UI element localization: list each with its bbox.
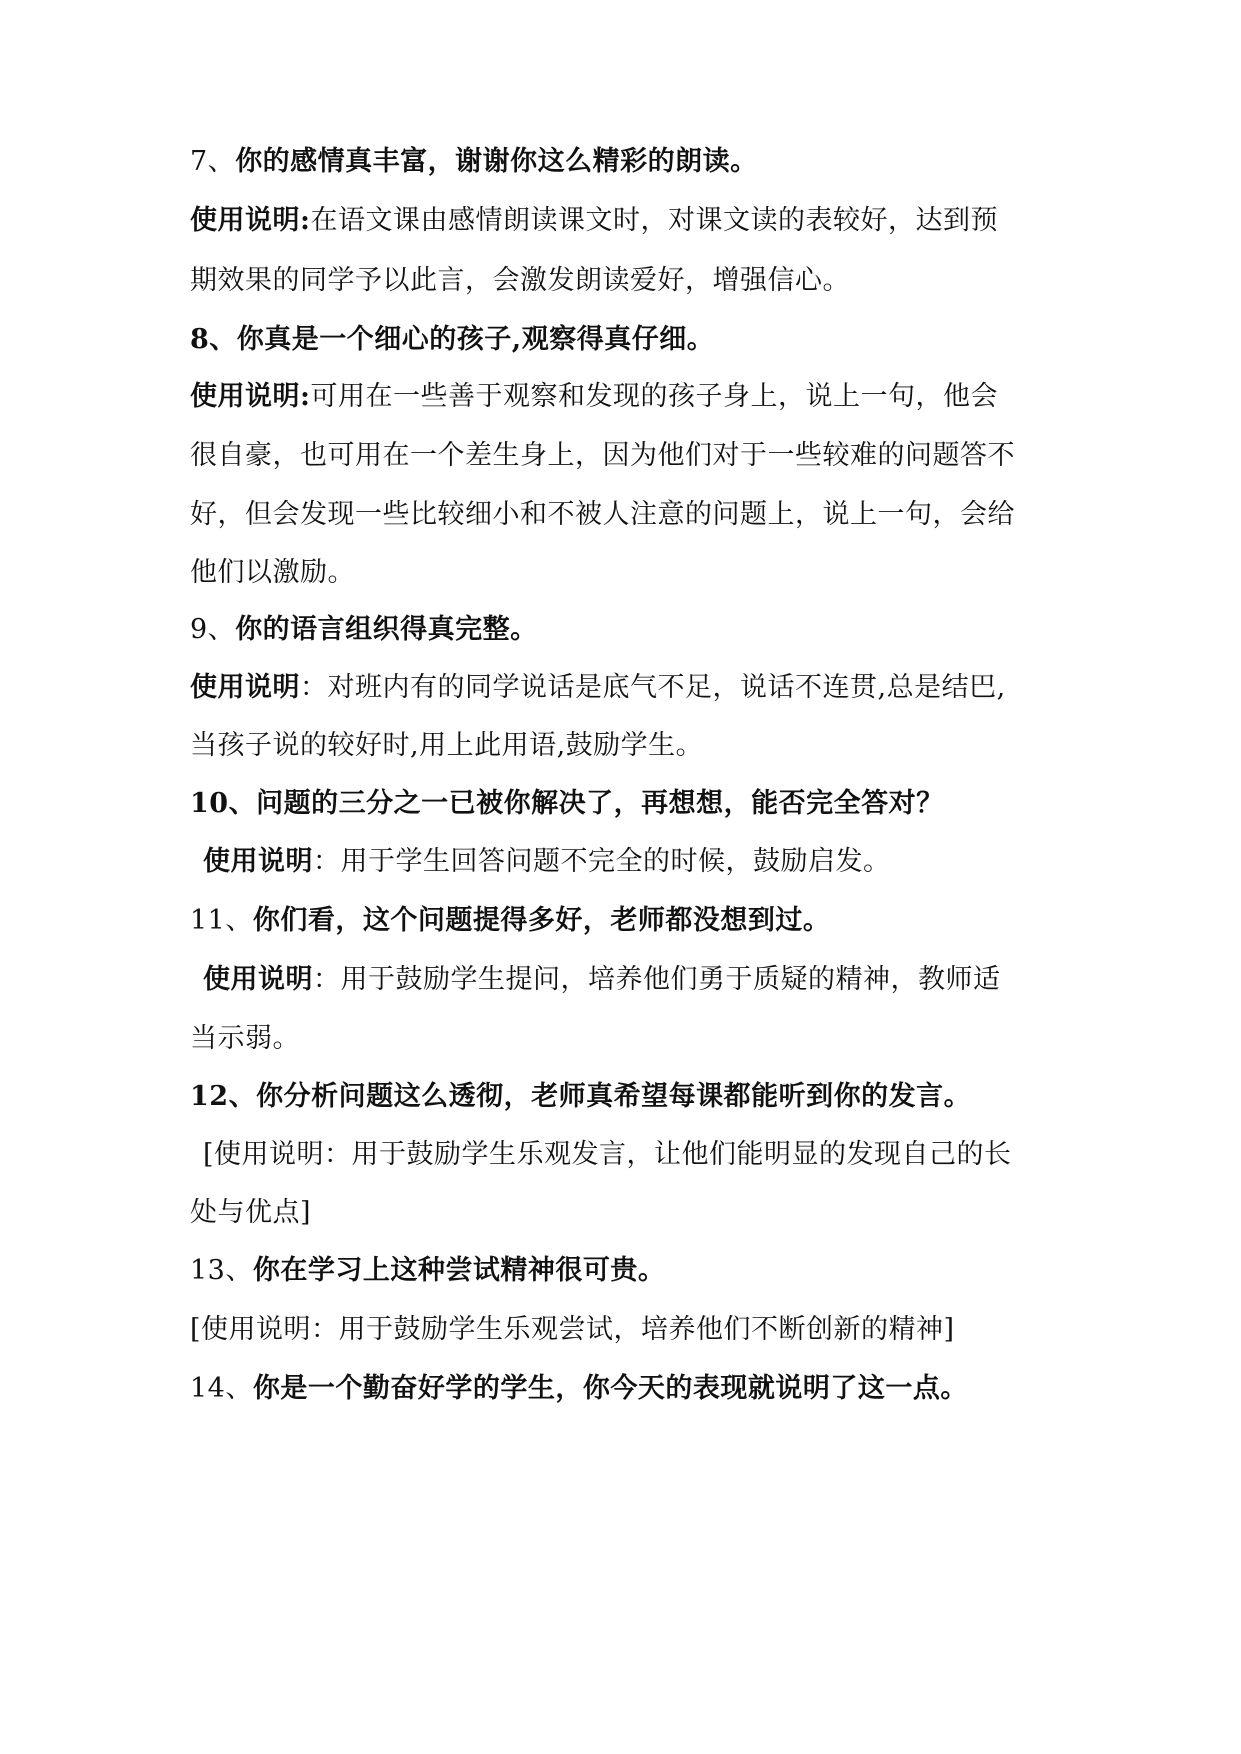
desc-label: 使用说明 [203,846,313,877]
item-title: 你的语言组织得真完整。 [235,614,538,645]
desc-text: ：用于学生回答问题不完全的时候，鼓励启发。 [313,846,891,877]
item-11-heading [190,901,1090,941]
desc-text: ：用于鼓励学生提问，培养他们勇于质疑的精神，教师适 [313,964,1001,995]
item-12-heading [190,1077,1090,1117]
item-number: 13、 [190,1255,253,1286]
item-8-heading [190,320,1090,360]
item-12-desc-line-1: [使用说明：用于鼓励学生乐观发言，让他们能明显的发现自己的长 [203,1139,1012,1170]
item-number: 7、 [190,146,236,177]
item-title: 你是一个勤奋好学的学生，你今天的表现就说明了这一点。 [252,1373,968,1404]
item-title: 你在学习上这种尝试精神很可贵。 [252,1255,666,1286]
item-number: 10、 [190,788,257,819]
item-10-heading [190,784,1090,824]
item-13-heading [190,1251,1090,1291]
item-title: 你真是一个细心的孩子,观察得真仔细。 [236,324,715,355]
item-11-desc-line-1 [203,960,1103,1000]
item-7-heading [190,142,1090,182]
item-number: 12、 [190,1081,257,1112]
item-title: 你们看，这个问题提得多好，老师都没想到过。 [252,905,831,936]
item-8-desc-line-3: 好，但会发现一些比较细小和不被人注意的问题上，说上一句，会给 [190,499,1015,530]
item-7-desc-line-2: 期效果的同学予以此言，会激发朗读爱好，增强信心。 [190,265,850,296]
item-9-heading [190,610,1090,650]
desc-text: ：对班内有的同学说话是底气不足，说话不连贯,总是结巴, [300,672,1006,703]
item-14-heading [190,1369,1090,1409]
item-title: 你的感情真丰富，谢谢你这么精彩的朗读。 [235,146,758,177]
item-8-desc-line-1 [190,377,1090,417]
desc-label: 使用说明 [203,964,313,995]
item-9-desc-line-2: 当孩子说的较好时,用上此用语,鼓励学生。 [190,730,704,761]
item-11-desc-line-2: 当示弱。 [190,1023,300,1054]
item-number: 9、 [190,614,236,645]
desc-text: 在语文课由感情朗读课文时，对课文读的表较好，达到预 [310,205,998,236]
item-7-desc-line-1 [190,201,1090,241]
item-8-desc-line-4: 他们以激励。 [190,557,355,588]
item-12-desc-line-2: 处与优点] [190,1197,312,1228]
desc-label: 使用说明: [190,205,311,236]
desc-label: 使用说明 [190,672,300,703]
desc-label: 使用说明: [190,381,311,412]
desc-text: 可用在一些善于观察和发现的孩子身上，说上一句，他会 [310,381,998,412]
item-title: 你分析问题这么透彻，老师真希望每课都能听到你的发言。 [256,1081,972,1112]
item-13-desc-line-1: [使用说明：用于鼓励学生乐观尝试，培养他们不断创新的精神] [190,1314,955,1345]
item-8-desc-line-2: 很自豪，也可用在一个差生身上，因为他们对于一些较难的问题答不 [190,440,1015,471]
item-10-desc-line-1 [203,842,1103,882]
item-title: 问题的三分之一已被你解决了，再想想，能否完全答对？ [256,788,944,819]
item-number: 11、 [190,905,253,936]
item-number: 8、 [190,324,237,355]
item-number: 14、 [190,1373,253,1404]
item-9-desc-line-1 [190,668,1090,708]
